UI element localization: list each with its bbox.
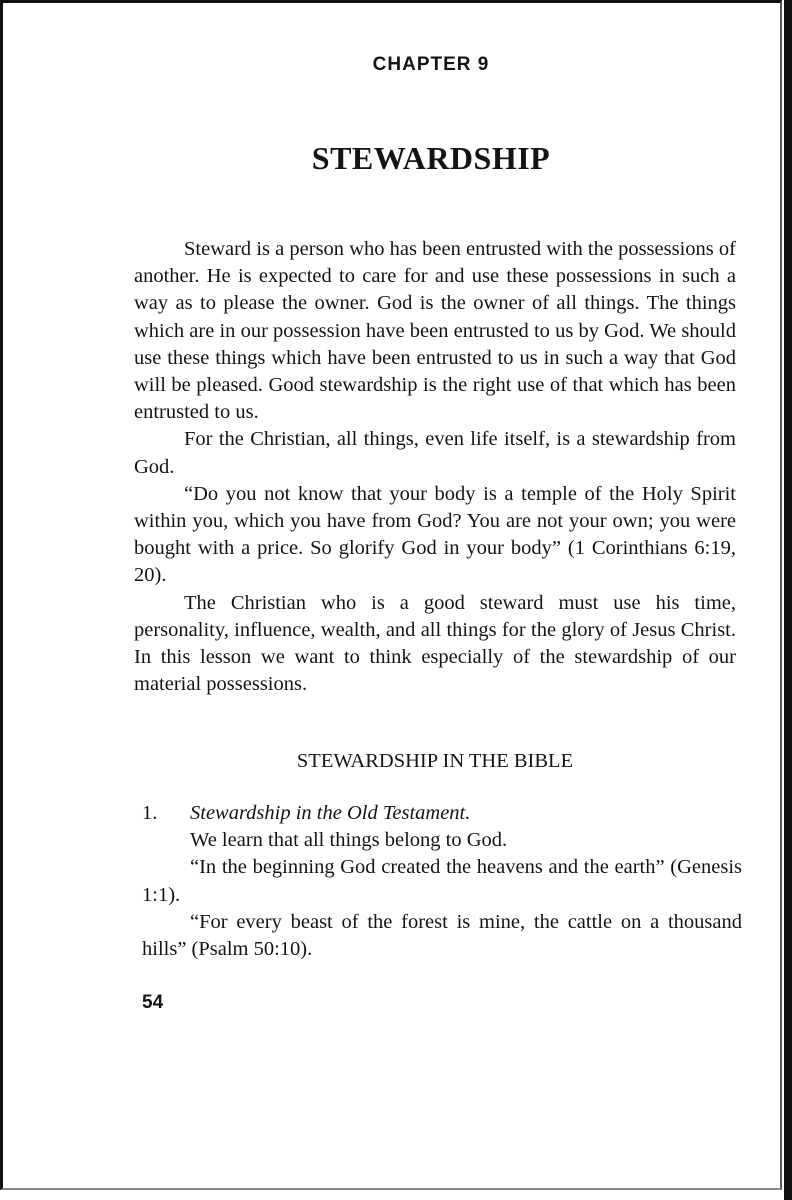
list-paragraph-all-things: We learn that all things belong to God. <box>190 829 508 852</box>
list-item-number: 1. <box>142 802 158 824</box>
intro-body <box>134 236 736 698</box>
scan-edge-bar <box>784 0 792 1200</box>
page-number: 54 <box>142 992 164 1013</box>
intro-paragraph-steward-definition: Steward is a person who has been entrusted with the possessions of another. He is expected to care for and use these possessions in such a way as to please the owner. God is the owner of all things. The things which are in our possession have been entrusted to us by God. We should use these things which have been entrusted to us in such a way that God will be pleased. Good stewardship is the right use of that which has been entrusted to us. <box>134 238 736 424</box>
list-item-heading <box>142 800 742 827</box>
list-item <box>142 800 742 963</box>
chapter-title: STEWARDSHIP <box>311 140 551 176</box>
intro-paragraph-good-steward: The Christian who is a good steward must use his time, personality, influence, wealth, and all things for the glory of Jesus Christ. In this lesson we want to think especially of the stewardship of our material possessions. <box>134 591 736 696</box>
list-paragraph-genesis-quote: “In the beginning God created the heavens and the earth” (Genesis 1:1). <box>142 856 742 906</box>
chapter-label: CHAPTER 9 <box>372 54 490 75</box>
list-item-title: Stewardship in the Old Testament. <box>190 802 471 824</box>
intro-paragraph-life-stewardship: For the Christian, all things, even life itself, is a stewardship from God. <box>134 428 736 478</box>
intro-paragraph-corinthians-quote: “Do you not know that your body is a temple of the Holy Spirit within you, which you have from God? You are not your own; you were bought with a price. So glorify God in your body” (1 Corinthians 6:19, 20). <box>134 482 736 587</box>
section-heading: STEWARDSHIP IN THE BIBLE <box>296 750 574 772</box>
list-paragraph-psalm-quote: “For every beast of the forest is mine, the cattle on a thousand hills” (Psalm 50:10). <box>142 910 742 961</box>
